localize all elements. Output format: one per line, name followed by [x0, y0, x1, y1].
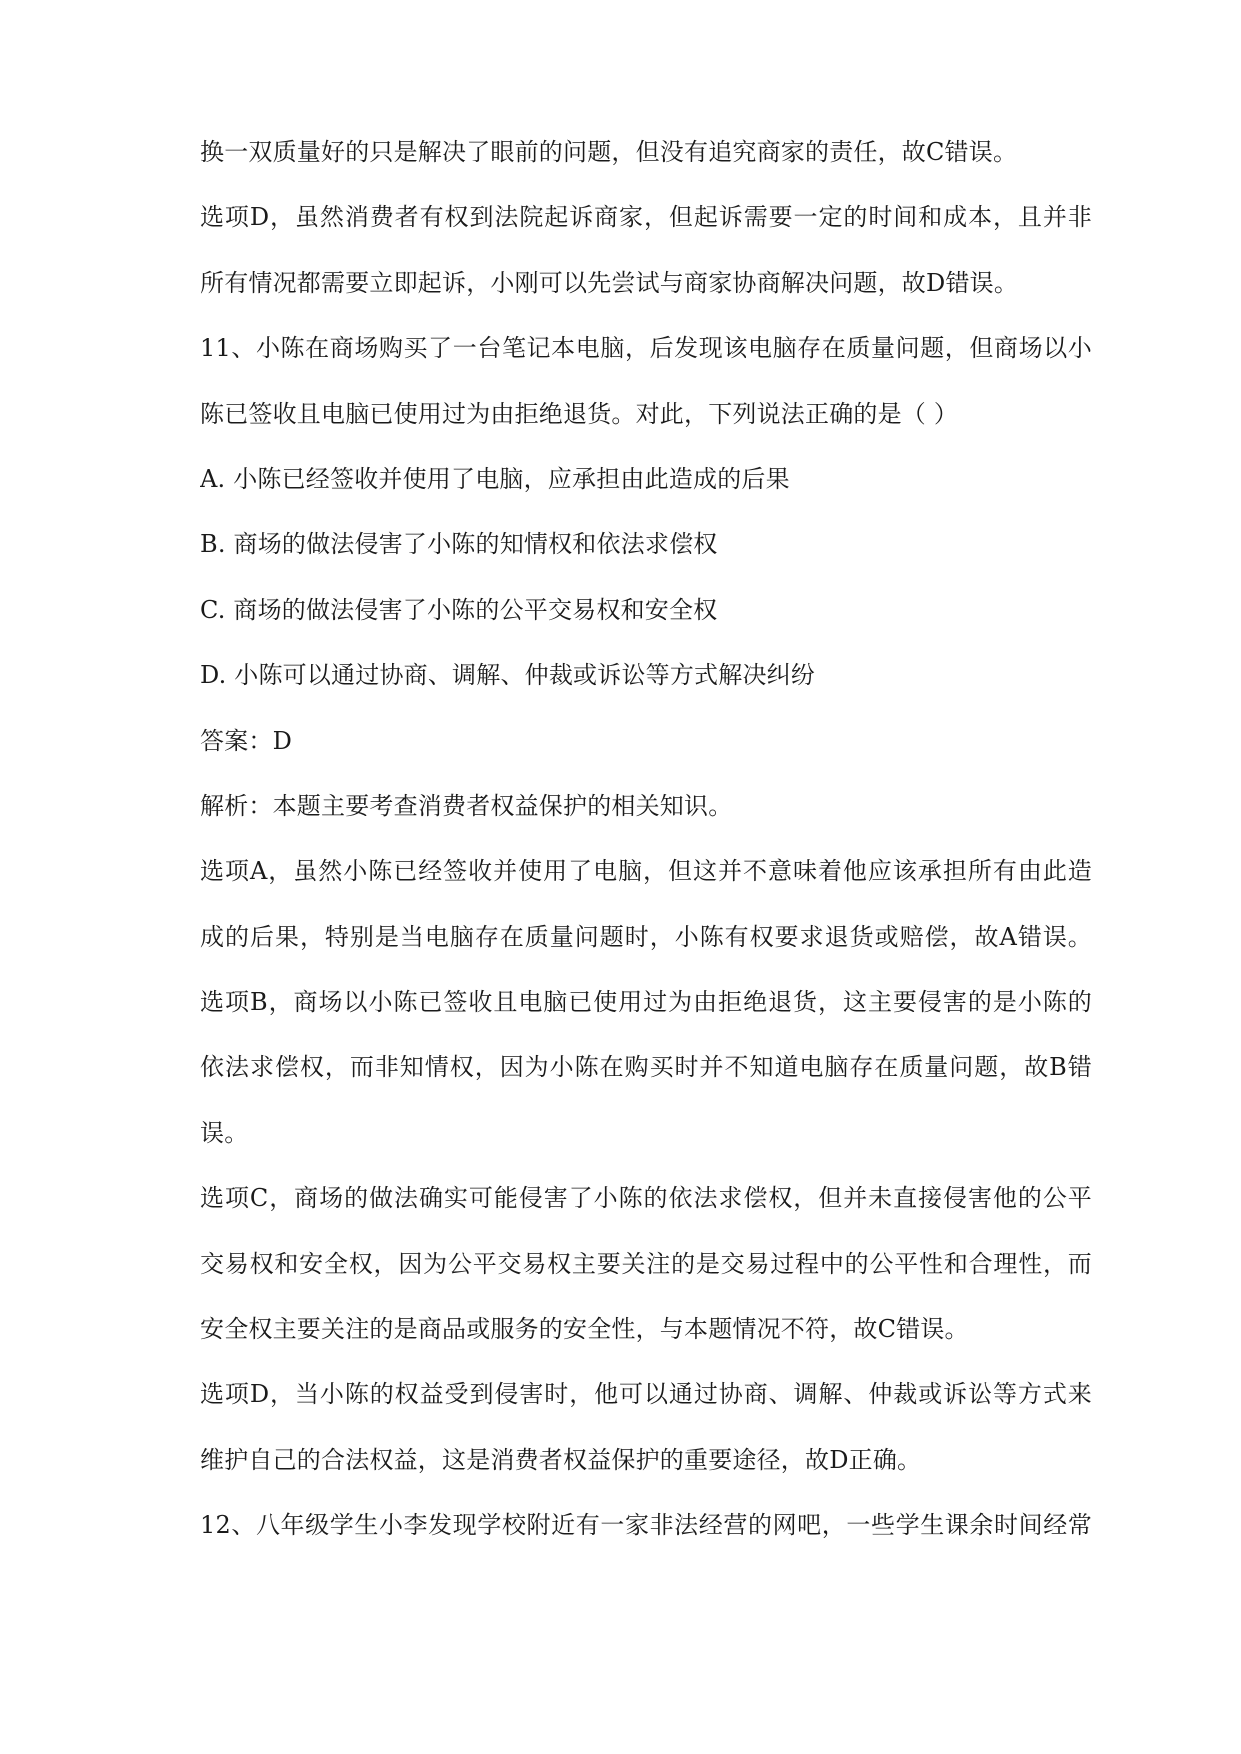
text-line: 选项D，虽然消费者有权到法院起诉商家，但起诉需要一定的时间和成本，且并非	[200, 203, 1092, 232]
text-line: A. 小陈已经签收并使用了电脑，应承担由此造成的后果	[200, 464, 790, 493]
text-line: B. 商场的做法侵害了小陈的知情权和依法求偿权	[200, 530, 718, 559]
text-line: 换一双质量好的只是解决了眼前的问题，但没有追究商家的责任，故C错误。	[200, 138, 1018, 166]
text-line: 解析：本题主要考查消费者权益保护的相关知识。	[200, 791, 733, 820]
text-line: 误。	[200, 1118, 249, 1147]
text-line: 交易权和安全权，因为公平交易权主要关注的是交易过程中的公平性和合理性，而	[200, 1249, 1092, 1278]
text-line: 陈已签收且电脑已使用过为由拒绝退货。对此，下列说法正确的是（ ）	[200, 399, 959, 428]
text-line: 11、小陈在商场购买了一台笔记本电脑，后发现该电脑存在质量问题，但商场以小	[200, 334, 1092, 363]
text-line: 所有情况都需要立即起诉，小刚可以先尝试与商家协商解决问题，故D错误。	[200, 268, 1019, 297]
text-line: 选项D，当小陈的权益受到侵害时，他可以通过协商、调解、仲裁或诉讼等方式来	[200, 1380, 1092, 1409]
text-line: C. 商场的做法侵害了小陈的公平交易权和安全权	[200, 595, 718, 624]
text-line: 答案：D	[200, 726, 293, 755]
text-line: 选项A，虽然小陈已经签收并使用了电脑，但这并不意味着他应该承担所有由此造	[200, 857, 1092, 886]
text-line: 选项B，商场以小陈已签收且电脑已使用过为由拒绝退货，这主要侵害的是小陈的	[200, 988, 1092, 1017]
text-line: D. 小陈可以通过协商、调解、仲裁或诉讼等方式解决纠纷	[200, 661, 816, 690]
text-line: 维护自己的合法权益，这是消费者权益保护的重要途径，故D正确。	[200, 1445, 922, 1474]
text-line: 成的后果，特别是当电脑存在质量问题时，小陈有权要求退货或赔偿，故A错误。	[200, 922, 1092, 951]
text-line: 安全权主要关注的是商品或服务的安全性，与本题情况不符，故C错误。	[200, 1315, 969, 1344]
document-body	[200, 137, 1092, 1576]
text-line: 12、八年级学生小李发现学校附近有一家非法经营的网吧，一些学生课余时间经常	[200, 1511, 1092, 1540]
text-line: 选项C，商场的做法确实可能侵害了小陈的依法求偿权，但并未直接侵害他的公平	[200, 1184, 1092, 1213]
text-line: 依法求偿权，而非知情权，因为小陈在购买时并不知道电脑存在质量问题，故B错	[200, 1053, 1092, 1082]
